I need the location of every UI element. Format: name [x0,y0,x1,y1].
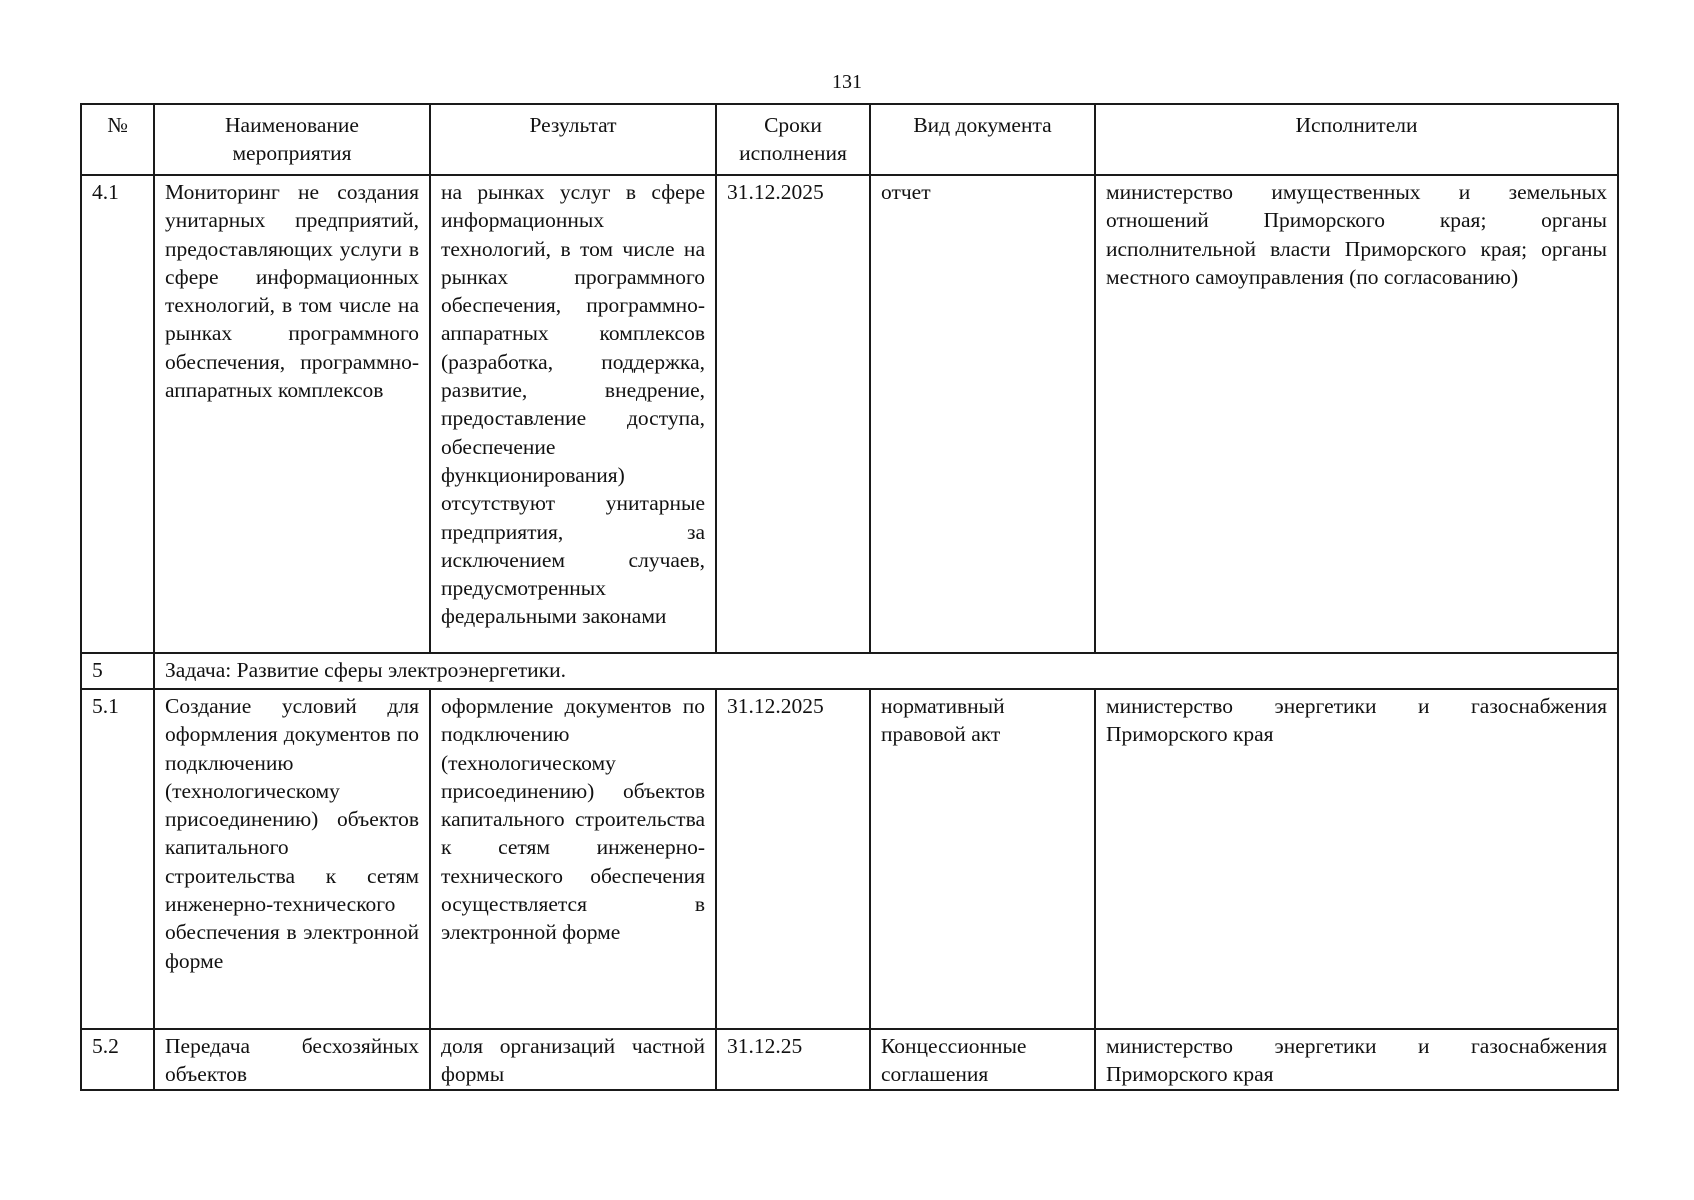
header-executors: Исполнители [1095,104,1618,175]
header-result: Результат [430,104,716,175]
event-name: Передача бесхозяйных объектов [154,1029,430,1090]
document-type: нормативный правовой акт [870,689,1095,1029]
event-name: Мониторинг не создания унитарных предприятий, предоставляющих услуги в сфере информационных технологий, в том числе на рынках программного обеспечения, программно-аппаратных комплексов [154,175,430,653]
deadline: 31.12.2025 [716,175,870,653]
table-header-row [81,104,1618,175]
plan-table [80,103,1619,1091]
row-number: 4.1 [81,175,154,653]
header-number: № [81,104,154,175]
executors: министерство энергетики и газоснабжения Приморского края [1095,689,1618,1029]
table-row [81,175,1618,653]
header-document-type: Вид документа [870,104,1095,175]
deadline: 31.12.2025 [716,689,870,1029]
deadline: 31.12.25 [716,1029,870,1090]
header-deadline: Сроки исполнения [716,104,870,175]
result-text: оформление документов по подключению (технологическому присоединению) объектов капитального строительства к сетям инженерно-технического обеспечения осуществляется в электронной форме [430,689,716,1029]
result-text: на рынках услуг в сфере информационных технологий, в том числе на рынках программного обеспечения, программно-аппаратных комплексов (разработка, поддержка, развитие, внедрение, предоставление доступа, обеспечение функционирования) отсутствуют унитарные предприятия, за исключением случаев, предусмотренных федеральными законами [430,175,716,653]
task-number: 5 [81,653,154,689]
result-text: доля организаций частной формы [430,1029,716,1090]
header-event-name: Наименование мероприятия [154,104,430,175]
executors: министерство имущественных и земельных отношений Приморского края; органы исполнительной власти Приморского края; органы местного самоуправления (по согласованию) [1095,175,1618,653]
table-row [81,1029,1618,1090]
row-number: 5.2 [81,1029,154,1090]
event-name: Создание условий для оформления документов по подключению (технологическому присоединению) объектов капитального строительства к сетям инженерно-технического обеспечения в электронной форме [154,689,430,1029]
task-row [81,653,1618,689]
document-type: отчет [870,175,1095,653]
document-type: Концессионные соглашения [870,1029,1095,1090]
executors: министерство энергетики и газоснабжения Приморского края [1095,1029,1618,1090]
table-row [81,689,1618,1029]
row-number: 5.1 [81,689,154,1029]
task-text: Задача: Развитие сферы электроэнергетики. [154,653,1618,689]
page-number: 131 [832,71,862,93]
